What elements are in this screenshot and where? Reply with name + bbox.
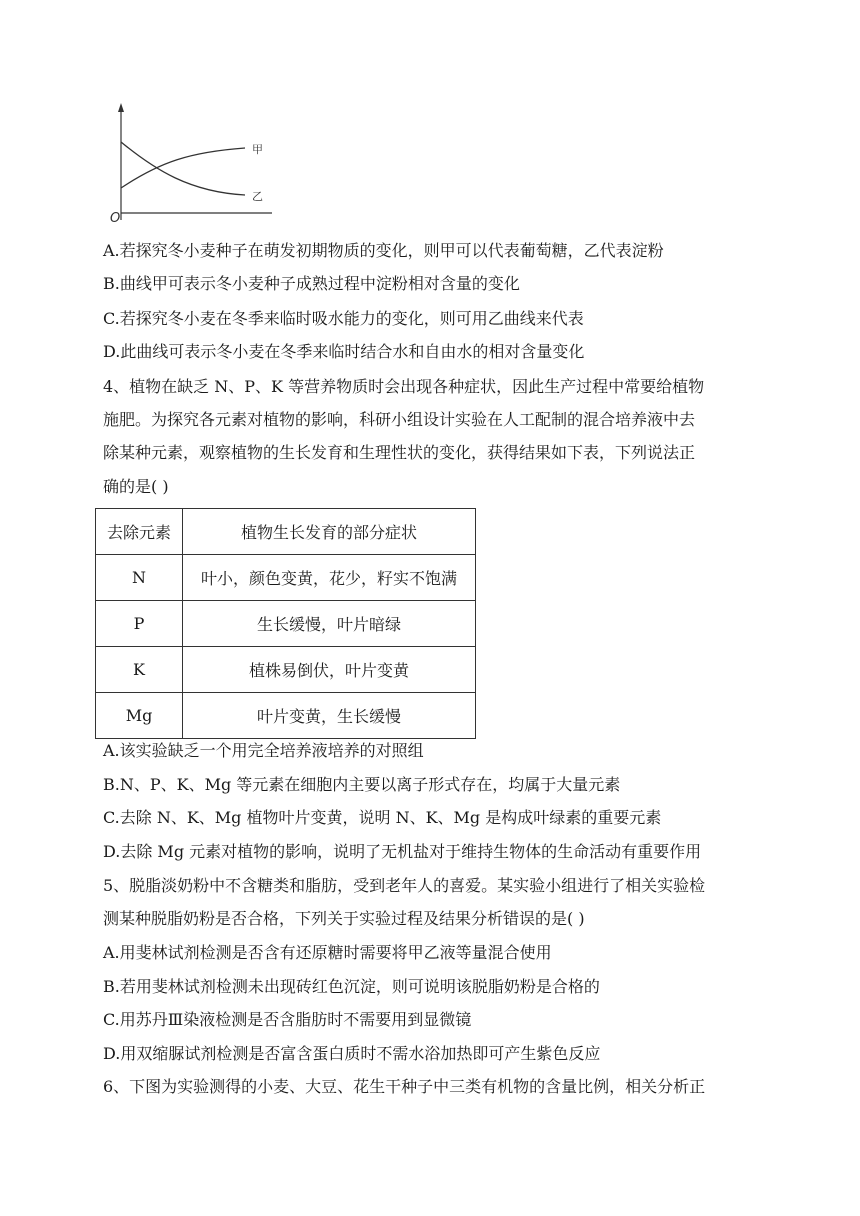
table-header-row — [96, 509, 476, 555]
q4-stem-line-2: 施肥。为探究各元素对植物的影响，科研小组设计实验在人工配制的混合培养液中去 — [103, 410, 696, 429]
q5-option-a: A.用斐林试剂检测是否含有还原糖时需要将甲乙液等量混合使用 — [103, 943, 552, 962]
q3-option-a: A.若探究冬小麦种子在萌发初期物质的变化，则甲可以代表葡萄糖，乙代表淀粉 — [103, 241, 664, 260]
table-cell: N — [96, 555, 183, 601]
table-cell: Mg — [96, 693, 183, 739]
table-cell: 植株易倒伏，叶片变黄 — [183, 647, 476, 693]
q3-option-c: C.若探究冬小麦在冬季来临时吸水能力的变化，则可用乙曲线来代表 — [103, 309, 584, 328]
table-cell: 生长缓慢，叶片暗绿 — [183, 601, 476, 647]
table-row — [96, 601, 476, 647]
q5-option-d: D.用双缩脲试剂检测是否富含蛋白质时不需水浴加热即可产生紫色反应 — [103, 1044, 601, 1063]
q4-stem-line-3: 除某种元素，观察植物的生长发育和生理性状的变化，获得结果如下表，下列说法正 — [103, 443, 696, 462]
curve-yi-label: 乙 — [252, 190, 263, 203]
q5-stem-line-2: 测某种脱脂奶粉是否合格，下列关于实验过程及结果分析错误的是( ) — [103, 909, 585, 928]
element-symptom-table — [95, 508, 476, 739]
q5-option-c: C.用苏丹Ⅲ染液检测是否含脂肪时不需要用到显微镜 — [103, 1010, 472, 1029]
table-cell: 叶小，颜色变黄，花少，籽实不饱满 — [183, 555, 476, 601]
curve-figure — [100, 100, 280, 230]
table-cell: K — [96, 647, 183, 693]
q5-stem-line-1: 5、脱脂淡奶粉中不含糖类和脂肪，受到老年人的喜爱。某实验小组进行了相关实验检 — [103, 876, 706, 895]
q4-option-c: C.去除 N、K、Mg 植物叶片变黄，说明 N、K、Mg 是构成叶绿素的重要元素 — [103, 808, 662, 827]
q5-option-b: B.若用斐林试剂检测未出现砖红色沉淀，则可说明该脱脂奶粉是合格的 — [103, 977, 600, 996]
q4-stem-line-4: 确的是( ) — [103, 477, 169, 496]
q4-option-b: B.N、P、K、Mg 等元素在细胞内主要以离子形式存在，均属于大量元素 — [103, 775, 621, 794]
table-cell: P — [96, 601, 183, 647]
table-row — [96, 693, 476, 739]
q6-stem-line-1: 6、下图为实验测得的小麦、大豆、花生干种子中三类有机物的含量比例，相关分析正 — [103, 1077, 706, 1096]
q4-option-a: A.该实验缺乏一个用完全培养液培养的对照组 — [103, 741, 424, 760]
q3-option-b: B.曲线甲可表示冬小麦种子成熟过程中淀粉相对含量的变化 — [103, 274, 520, 293]
table-header: 去除元素 — [96, 509, 183, 555]
table-cell: 叶片变黄，生长缓慢 — [183, 693, 476, 739]
table-header: 植物生长发育的部分症状 — [183, 509, 476, 555]
curve-jia-label: 甲 — [252, 143, 263, 156]
table-row — [96, 647, 476, 693]
q3-option-d: D.此曲线可表示冬小麦在冬季来临时结合水和自由水的相对含量变化 — [103, 342, 585, 361]
origin-label: O — [110, 211, 121, 226]
q4-option-d: D.去除 Mg 元素对植物的影响，说明了无机盐对于维持生物体的生命活动有重要作用 — [103, 842, 702, 861]
table-row — [96, 555, 476, 601]
y-axis-arrow — [118, 103, 124, 112]
q4-stem-line-1: 4、植物在缺乏 N、P、K 等营养物质时会出现各种症状，因此生产过程中常要给植物 — [103, 377, 705, 396]
